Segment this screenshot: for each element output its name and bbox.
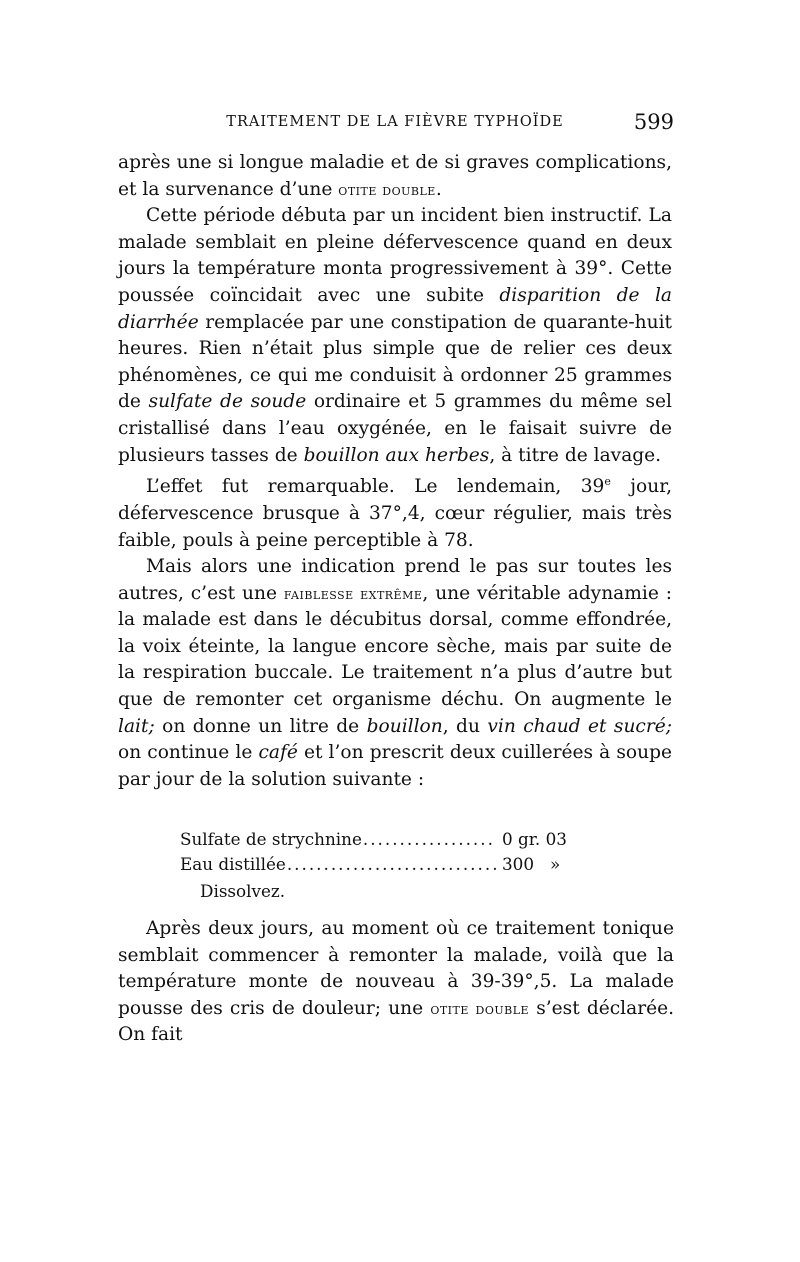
formula-row: [180, 852, 630, 877]
superscript-text: e: [604, 475, 611, 489]
text-run: s’est déclarée. On fait: [118, 997, 675, 1046]
paragraph: [118, 203, 672, 469]
paragraph: [118, 469, 672, 554]
text-run: , à titre de lavage.: [489, 444, 662, 466]
italic-text: café: [258, 742, 298, 764]
body-text: [118, 150, 672, 793]
ingredient-quantity: 0 gr. 03: [502, 829, 567, 849]
small-caps-text: otite double: [338, 180, 436, 199]
text-run: Mais alors une indication prend le pas sur toutes les autres, c’est une: [118, 556, 672, 604]
text-run: L’effet fut remarquable. Le lendemain, 39: [146, 476, 605, 498]
text-run: Après deux jours, au moment où ce traitement tonique semblait commencer à remonter la malade, voilà que la température monte de nouveau à 39-39°,5. La malade pousse des cris de douleur; une: [118, 918, 674, 1019]
italic-text: disparition de la diarrhée: [118, 284, 672, 333]
formula-row: [180, 827, 630, 852]
text-run: et l’on prescrit deux cuillerées à soupe par jour de la solution suivante :: [118, 742, 672, 790]
text-run: Cette période débuta par un incident bien instructif. La malade semblait en pleine défervescence quand en deux jours la température monta progressivement à 39°. Cette poussée coïncidait avec une subite: [118, 205, 672, 306]
paragraph: [118, 916, 674, 1049]
small-caps-text: faiblesse extrême: [283, 584, 423, 603]
ingredient-name: Eau distillée: [180, 854, 286, 874]
text-run: jour, défervescence brusque à 37°,4, cœur régulier, mais très faible, pouls à peine perceptible à 78.: [118, 476, 672, 551]
small-caps-text: otite double: [430, 999, 530, 1018]
text-run: ordinaire et 5 grammes du même sel cristallisé dans l’eau oxygénée, en le faisait suivre de plusieurs tasses de: [118, 391, 672, 466]
text-run: , une véritable adynamie : la malade est dans le décubitus dorsal, comme effondrée, la voix éteinte, la langue encore sèche, mais par suite de la respiration buccale. Le traitement n’a plus d’autre but que de remonter cet organisme déchu. On augmente le: [118, 582, 672, 711]
body-text-continued: [118, 916, 674, 1049]
text-run: .: [435, 178, 442, 200]
formula-instruction: Dissolvez.: [200, 881, 286, 901]
running-head: [118, 112, 672, 138]
dot-leader: [287, 852, 496, 877]
text-run: , du: [442, 715, 488, 737]
italic-text: vin chaud et sucré;: [487, 715, 672, 737]
text-run: on continue le: [118, 742, 259, 764]
running-title: TRAITEMENT DE LA FIÈVRE TYPHOÏDE: [226, 114, 564, 130]
italic-text: bouillon aux herbes: [303, 444, 490, 466]
italic-text: lait;: [118, 715, 155, 737]
prescription-formula: [180, 827, 630, 904]
paragraph: [118, 554, 672, 793]
paragraph: [118, 150, 672, 203]
ingredient-name: Sulfate de strychnine: [180, 829, 362, 849]
text-run: on donne un litre de: [154, 715, 367, 737]
page-number: 599: [633, 110, 674, 134]
dot-leader: [363, 827, 496, 852]
ingredient-quantity: 300 »: [502, 854, 561, 874]
text-run: après une si longue maladie et de si graves complications, et la survenance d’une: [118, 152, 672, 200]
text-run: remplacée par une constipation de quarante-huit heures. Rien n’était plus simple que de relier ces deux phénomènes, ce qui me conduisit à ordonner 25 grammes de: [118, 311, 672, 413]
italic-text: bouillon: [366, 715, 443, 737]
italic-text: sulfate de soude: [148, 391, 307, 413]
